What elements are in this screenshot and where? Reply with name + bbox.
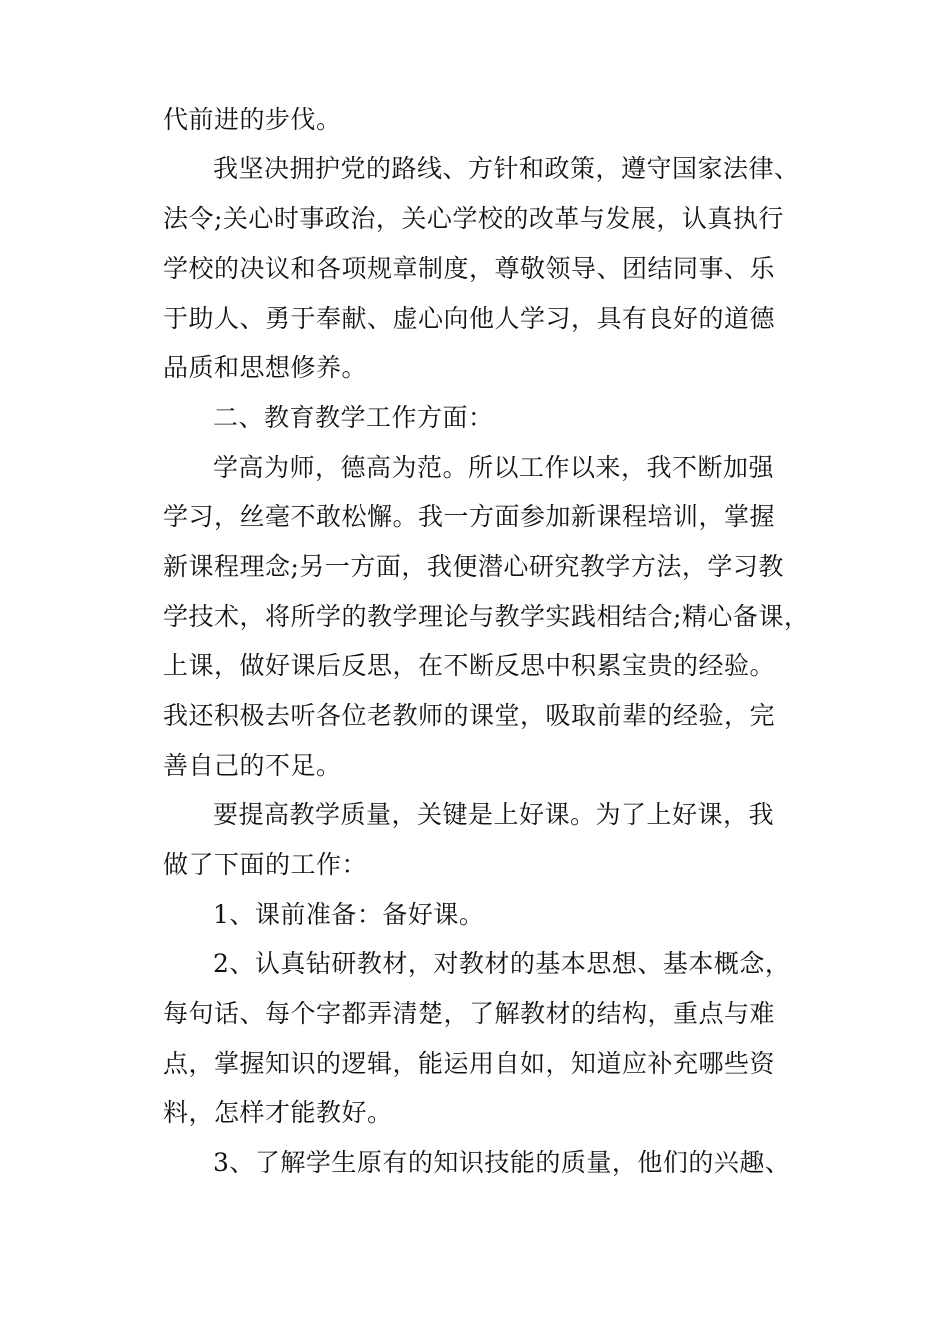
text-line: 品质和思想修养。 xyxy=(163,353,368,382)
text-line: 学高为师，德高为范。所以工作以来，我不断加强 xyxy=(213,453,775,482)
text-line: 法令;关心时事政治，关心学校的改革与发展，认真执行 xyxy=(163,204,784,233)
text-line: 上课，做好课后反思，在不断反思中积累宝贵的经验。 xyxy=(163,651,776,680)
text-line: 于助人、勇于奉献、虚心向他人学习，具有良好的道德 xyxy=(163,304,776,333)
text-line: 新课程理念;另一方面，我便潜心研究教学方法，学习教 xyxy=(163,552,784,581)
text-line: 我还积极去听各位老教师的课堂，吸取前辈的经验，完 xyxy=(163,701,776,730)
text-line: 每句话、每个字都弄清楚，了解教材的结构，重点与难 xyxy=(163,999,776,1028)
section-heading: 二、教育教学工作方面： xyxy=(213,403,494,432)
text-line: 学校的决议和各项规章制度，尊敬领导、团结同事、乐 xyxy=(163,254,776,283)
text-line: 学习，丝毫不敢松懈。我一方面参加新课程培训，掌握 xyxy=(163,502,776,531)
text-line: 代前进的步伐。 xyxy=(163,105,342,134)
text-line: 料，怎样才能教好。 xyxy=(163,1098,393,1127)
text-line: 善自己的不足。 xyxy=(163,751,342,780)
text-line: 学技术，将所学的教学理论与教学实践相结合;精心备课， xyxy=(163,602,810,631)
text-line: 点，掌握知识的逻辑，能运用自如，知道应补充哪些资 xyxy=(163,1049,776,1078)
text-line: 我坚决拥护党的路线、方针和政策，遵守国家法律、 xyxy=(213,154,800,183)
text-line: 做了下面的工作： xyxy=(163,850,368,879)
text-line: 要提高教学质量，关键是上好课。为了上好课，我 xyxy=(213,800,775,829)
list-item: 1、课前准备：备好课。 xyxy=(213,900,485,929)
list-item: 2、认真钻研教材，对教材的基本思想、基本概念， xyxy=(213,949,791,978)
list-item: 3、了解学生原有的知识技能的质量，他们的兴趣、 xyxy=(213,1148,791,1177)
